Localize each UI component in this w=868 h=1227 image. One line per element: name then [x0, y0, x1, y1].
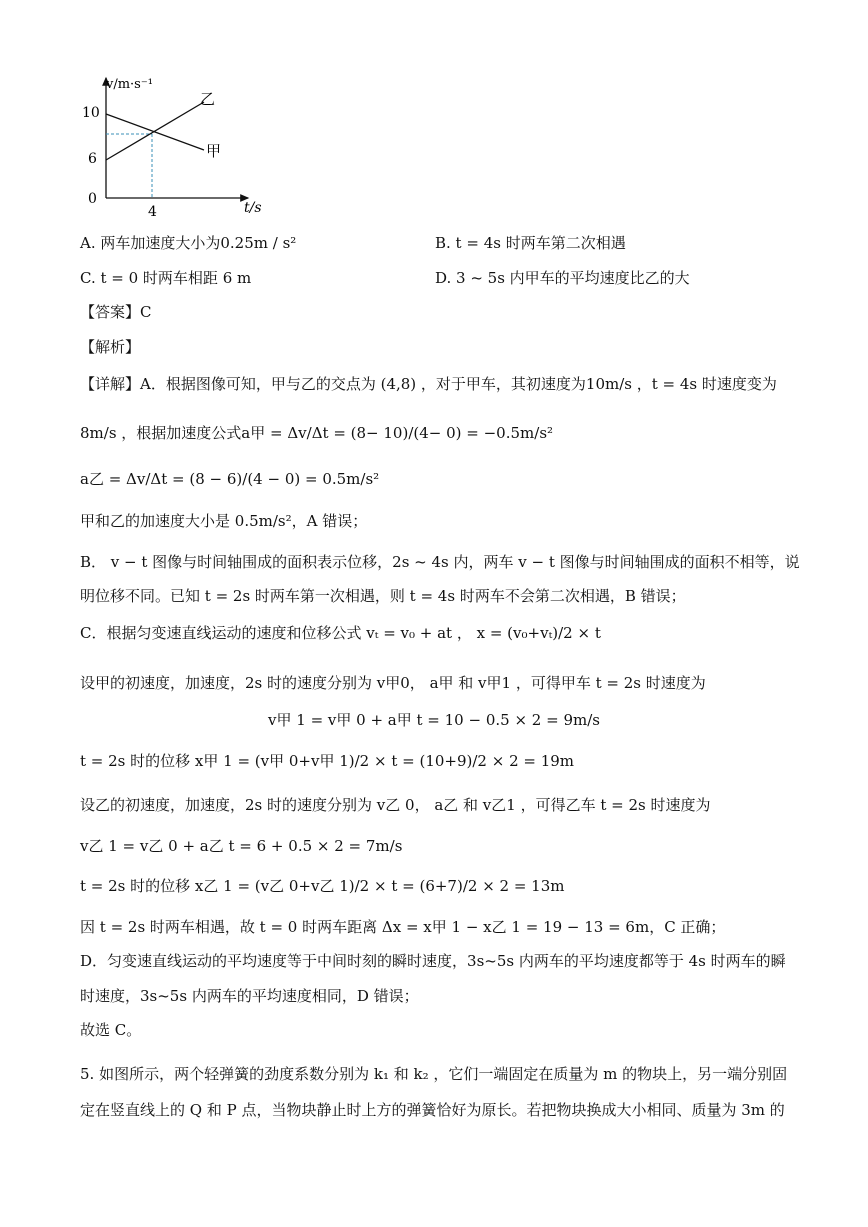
- series-label-yi: 乙: [200, 90, 216, 108]
- analysis-heading: 【解析】: [80, 338, 141, 356]
- x-axis-label: t/s: [244, 200, 262, 216]
- final-choice: 故选 C。: [80, 1021, 142, 1039]
- velocity-time-graph: [78, 68, 278, 218]
- detail-a-conclusion: 甲和乙的加速度大小是 0.5m/s²，A 错误；: [80, 512, 368, 530]
- y-tick-10: 10: [82, 105, 100, 121]
- option-a: A. 两车加速度大小为0.25m / s²: [80, 234, 297, 252]
- detail-c-jia-setup: 设甲的初速度，加速度，2s 时的速度分别为 v甲0， a甲 和 v甲1 ，可得甲车 t = 2s 时速度为: [80, 674, 706, 692]
- question-5-line-2: 定在竖直线上的 Q 和 P 点，当物块静止时上方的弹簧恰好为原长。若把物块换成大小相同、质量为 3m 的: [80, 1101, 785, 1119]
- series-line-yi: [106, 102, 204, 160]
- x-tick-4: 4: [148, 204, 157, 218]
- y-tick-0: 0: [88, 191, 97, 207]
- y-tick-6: 6: [88, 151, 97, 167]
- yi-displacement-formula: t = 2s 时的位移 x乙 1 = (v乙 0+v乙 1)/2 × t = (6+7)/2 × 2 = 13m: [80, 877, 565, 895]
- detail-d-line-2: 时速度，3s~5s 内两车的平均速度相同，D 错误；: [80, 987, 419, 1005]
- jia-velocity-formula: v甲 1 = v甲 0 + a甲 t = 10 − 0.5 × 2 = 9m/s: [268, 711, 600, 729]
- question-5-line-1: 5. 如图所示，两个轻弹簧的劲度系数分别为 k₁ 和 k₂ ，它们一端固定在质量为 m 的物块上，另一端分别固: [80, 1065, 788, 1083]
- detail-b-line-1: B． v − t 图像与时间轴围成的面积表示位移，2s ~ 4s 内，两车 v − t 图像与时间轴围成的面积不相等，说: [80, 553, 800, 571]
- detail-d-line-1: D．匀变速直线运动的平均速度等于中间时刻的瞬时速度，3s~5s 内两车的平均速度都等于 4s 时两车的瞬: [80, 952, 786, 970]
- series-label-jia: 甲: [206, 142, 222, 160]
- yi-velocity-formula: v乙 1 = v乙 0 + a乙 t = 6 + 0.5 × 2 = 7m/s: [80, 837, 403, 855]
- answer-line: 【答案】C: [80, 303, 152, 321]
- option-d: D. 3 ~ 5s 内甲车的平均速度比乙的大: [435, 269, 690, 287]
- detail-c-line-1: C．根据匀变速直线运动的速度和位移公式 vₜ = v₀ + at ， x = (v₀+vₜ)/2 × t: [80, 624, 601, 642]
- jia-displacement-formula: t = 2s 时的位移 x甲 1 = (v甲 0+v甲 1)/2 × t = (10+9)/2 × 2 = 19m: [80, 752, 575, 770]
- detail-a-line-1: 【详解】A．根据图像可知，甲与乙的交点为 (4,8) ，对于甲车，其初速度为10m/s ，t = 4s 时速度变为: [80, 375, 777, 393]
- detail-a-line-2: 8m/s ，根据加速度公式a甲 = Δv/Δt = (8− 10)/(4− 0) = −0.5m/s²: [80, 424, 554, 442]
- detail-b-line-2: 明位移不同。已知 t = 2s 时两车第一次相遇，则 t = 4s 时两车不会第二次相遇，B 错误；: [80, 587, 686, 605]
- series-line-jia: [106, 114, 204, 150]
- y-axis-label: v/m·s⁻¹: [106, 77, 153, 92]
- accel-yi-formula: a乙 = Δv/Δt = (8 − 6)/(4 − 0) = 0.5m/s²: [80, 470, 380, 488]
- detail-c-yi-setup: 设乙的初速度，加速度，2s 时的速度分别为 v乙 0， a乙 和 v乙1 ，可得乙车 t = 2s 时速度为: [80, 796, 711, 814]
- detail-c-conclusion: 因 t = 2s 时两车相遇，故 t = 0 时两车距离 Δx = x甲 1 − x乙 1 = 19 − 13 = 6m，C 正确；: [80, 918, 726, 936]
- option-c: C. t = 0 时两车相距 6 m: [80, 269, 252, 287]
- option-b: B. t = 4s 时两车第二次相遇: [435, 234, 626, 252]
